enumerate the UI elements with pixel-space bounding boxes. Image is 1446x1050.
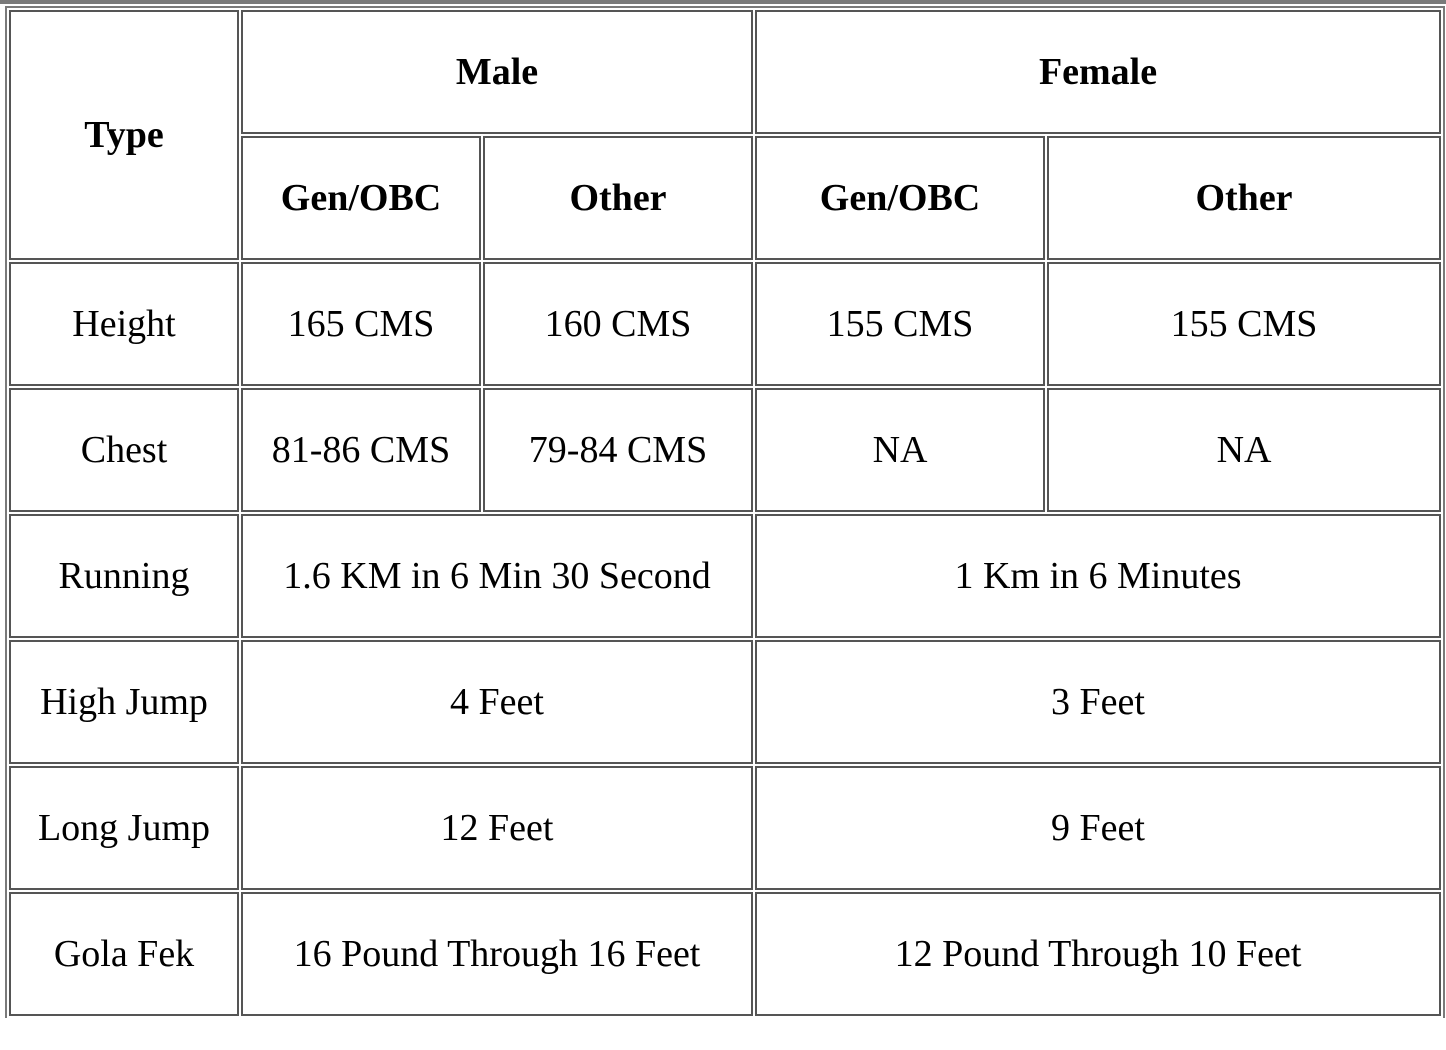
cell-long-jump-male: 12 Feet [241,766,753,890]
cell-height-male-gen: 165 CMS [241,262,481,386]
row-label-high-jump: High Jump [9,640,239,764]
table-row-running [9,514,1441,638]
row-label-height: Height [9,262,239,386]
table-row-gola-fek [9,892,1441,1016]
table-row-high-jump [9,640,1441,764]
physical-standards-table [5,6,1445,1018]
header-male-other: Other [483,136,753,260]
table-row-height [9,262,1441,386]
header-male-gen-obc: Gen/OBC [241,136,481,260]
header-male: Male [241,10,753,134]
table-top-border [0,0,1446,4]
table-row-long-jump [9,766,1441,890]
header-female-other: Other [1047,136,1441,260]
cell-gola-fek-male: 16 Pound Through 16 Feet [241,892,753,1016]
cell-running-male: 1.6 KM in 6 Min 30 Second [241,514,753,638]
cell-chest-female-gen: NA [755,388,1045,512]
cell-chest-male-gen: 81-86 CMS [241,388,481,512]
cell-long-jump-female: 9 Feet [755,766,1441,890]
header-female-gen-obc: Gen/OBC [755,136,1045,260]
cell-high-jump-male: 4 Feet [241,640,753,764]
cell-running-female: 1 Km in 6 Minutes [755,514,1441,638]
header-row-primary [9,10,1441,134]
cell-high-jump-female: 3 Feet [755,640,1441,764]
row-label-gola-fek: Gola Fek [9,892,239,1016]
row-label-running: Running [9,514,239,638]
cell-gola-fek-female: 12 Pound Through 10 Feet [755,892,1441,1016]
cell-height-female-other: 155 CMS [1047,262,1441,386]
cell-height-female-gen: 155 CMS [755,262,1045,386]
row-label-long-jump: Long Jump [9,766,239,890]
header-type: Type [9,10,239,260]
header-female: Female [755,10,1441,134]
table-row-chest [9,388,1441,512]
cell-height-male-other: 160 CMS [483,262,753,386]
cell-chest-female-other: NA [1047,388,1441,512]
cell-chest-male-other: 79-84 CMS [483,388,753,512]
row-label-chest: Chest [9,388,239,512]
